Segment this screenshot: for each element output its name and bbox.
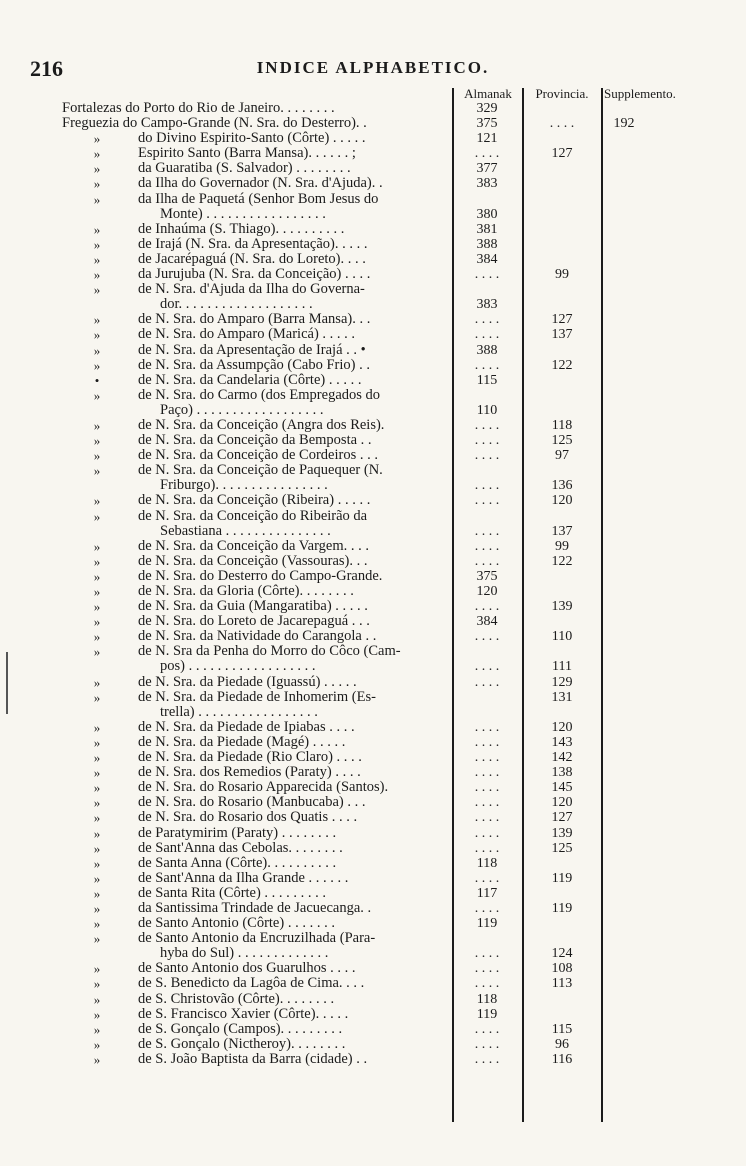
provincia-page: 118 — [551, 417, 573, 433]
ditto-mark: » — [93, 644, 101, 660]
almanak-page: 110 — [476, 402, 498, 418]
entry-name: de N. Sra. da Conceição de Paquequer (N. — [138, 463, 383, 479]
entry-name: pos) . . . . . . . . . . . . . . . . . . — [160, 659, 316, 675]
ditto-mark: » — [93, 976, 101, 992]
almanak-page: 121 — [476, 131, 498, 147]
almanak-page: . . . . — [474, 810, 500, 826]
index-entry-row — [0, 644, 746, 659]
almanak-page: . . . . — [474, 357, 500, 373]
ditto-mark: » — [93, 312, 101, 328]
column-header-almanak: Almanak — [464, 86, 512, 101]
ditto-mark: » — [93, 282, 101, 298]
ditto-mark: » — [93, 991, 101, 1007]
entry-name: de N. Sra. da Conceição (Ribeira) . . . . . — [138, 493, 371, 509]
index-entry-row — [0, 946, 746, 961]
entry-name: de N. Sra. da Conceição (Vassouras). . . — [138, 553, 368, 569]
index-entry-row — [0, 901, 746, 916]
entry-name: de N. Sra. da Guia (Mangaratiba) . . . . . — [138, 599, 368, 615]
almanak-page: . . . . — [474, 1036, 500, 1052]
entry-name: trella) . . . . . . . . . . . . . . . . . — [160, 704, 318, 720]
index-entry-row — [0, 373, 746, 388]
entry-name: de N. Sra. da Apresentação de Irajá . . • — [138, 342, 366, 358]
ditto-mark: » — [93, 719, 101, 735]
index-entry-row — [0, 192, 746, 207]
index-entry-row — [0, 916, 746, 931]
index-entry-row — [0, 252, 746, 267]
index-entry-row — [0, 675, 746, 690]
entry-name: de Sant'Anna da Ilha Grande . . . . . . — [138, 870, 349, 886]
index-entry-row — [0, 856, 746, 871]
almanak-page: . . . . — [474, 870, 500, 886]
entry-name: de Irajá (N. Sra. da Apresentação). . . . . — [138, 236, 368, 252]
index-entry-row — [0, 886, 746, 901]
page-number: 216 — [30, 56, 63, 81]
entry-name: de N. Sra. do Amparo (Barra Mansa). . . — [138, 312, 371, 328]
almanak-page: 375 — [476, 116, 498, 132]
index-entry-row — [0, 976, 746, 991]
index-entry-row — [0, 705, 746, 720]
provincia-page: 96 — [555, 1036, 569, 1052]
entry-name: de N. Sra. do Amparo (Maricá) . . . . . — [138, 327, 356, 343]
almanak-page: 115 — [476, 372, 498, 388]
index-entry-row — [0, 418, 746, 433]
almanak-page: . . . . — [474, 780, 500, 796]
entry-name: de N. Sra. da Piedade de Inhomerim (Es- — [138, 689, 376, 705]
index-entry-row — [0, 176, 746, 191]
almanak-page: 383 — [476, 176, 498, 192]
almanak-page: 383 — [476, 297, 498, 313]
provincia-page: 143 — [551, 734, 573, 750]
almanak-page: 380 — [476, 206, 498, 222]
ditto-mark: » — [93, 191, 101, 207]
index-entry-row — [0, 841, 746, 856]
provincia-page: 137 — [551, 327, 573, 343]
almanak-page: 119 — [476, 1006, 498, 1022]
index-entries — [0, 101, 746, 1067]
ditto-mark: » — [93, 146, 101, 162]
provincia-page: 139 — [551, 825, 573, 841]
index-entry-row — [0, 146, 746, 161]
almanak-page: . . . . — [474, 1021, 500, 1037]
ditto-mark: » — [93, 417, 101, 433]
index-entry-row — [0, 871, 746, 886]
almanak-page: 375 — [476, 568, 498, 584]
index-entry-row — [0, 826, 746, 841]
ditto-mark: » — [93, 1036, 101, 1052]
provincia-page: 115 — [551, 1021, 573, 1037]
index-entry-row — [0, 358, 746, 373]
ditto-mark: » — [93, 221, 101, 237]
provincia-page: 99 — [555, 267, 569, 283]
index-entry-row — [0, 992, 746, 1007]
ditto-mark: » — [93, 342, 101, 358]
index-entry-row — [0, 267, 746, 282]
ditto-mark: » — [93, 825, 101, 841]
index-entry-row — [0, 795, 746, 810]
ditto-mark: » — [93, 734, 101, 750]
entry-name: da Ilha de Paquetá (Senhor Bom Jesus do — [138, 191, 379, 207]
entry-name: da Jurujuba (N. Sra. da Conceição) . . . . — [138, 267, 371, 283]
almanak-page: . . . . — [474, 750, 500, 766]
provincia-page: 124 — [551, 946, 573, 962]
entry-name: de S. Francisco Xavier (Côrte). . . . . — [138, 1006, 349, 1022]
entry-name: de Santa Rita (Côrte) . . . . . . . . . — [138, 885, 327, 901]
entry-name: de N. Sra. da Natividade do Carangola . . — [138, 629, 377, 645]
almanak-page: . . . . — [474, 734, 500, 750]
index-entry-row — [0, 478, 746, 493]
entry-name: de Santa Anna (Côrte). . . . . . . . . . — [138, 855, 337, 871]
index-entry-row — [0, 222, 746, 237]
ditto-mark: » — [93, 538, 101, 554]
index-entry-row — [0, 659, 746, 674]
index-entry-row — [0, 765, 746, 780]
entry-name: de Inhaúma (S. Thiago). . . . . . . . . . — [138, 221, 345, 237]
entry-name: de S. João Baptista da Barra (cidade) . . — [138, 1051, 368, 1067]
ditto-mark: » — [93, 568, 101, 584]
almanak-page: . . . . — [474, 448, 500, 464]
almanak-page: . . . . — [474, 553, 500, 569]
index-entry-row — [0, 629, 746, 644]
entry-name: Paço) . . . . . . . . . . . . . . . . . . — [160, 402, 324, 418]
almanak-page: . . . . — [474, 493, 500, 509]
entry-name: de N. Sra. da Piedade de Ipiabas . . . . — [138, 719, 355, 735]
entry-name: de N. Sra. do Carmo (dos Empregados do — [138, 387, 381, 403]
index-entry-row — [0, 493, 746, 508]
almanak-page: 388 — [476, 342, 498, 358]
ditto-mark: » — [93, 327, 101, 343]
almanak-page: 381 — [476, 221, 498, 237]
ditto-mark: » — [93, 236, 101, 252]
entry-name: de N. Sra. da Gloria (Côrte). . . . . . . . — [138, 584, 354, 599]
entry-name: de N. Sra. da Conceição da Bemposta . . — [138, 433, 372, 449]
index-entry-row — [0, 1022, 746, 1037]
almanak-page: . . . . — [474, 765, 500, 781]
ditto-mark: » — [93, 387, 101, 403]
index-entry-row — [0, 690, 746, 705]
index-entry-row — [0, 448, 746, 463]
index-entry-row — [0, 720, 746, 735]
almanak-page: . . . . — [474, 659, 500, 675]
provincia-page: 127 — [551, 810, 573, 826]
provincia-page: 116 — [551, 1051, 573, 1067]
index-entry-row — [0, 327, 746, 342]
almanak-page: . . . . — [474, 840, 500, 856]
almanak-page: . . . . — [474, 327, 500, 343]
ditto-mark: » — [93, 900, 101, 916]
entry-name: Monte) . . . . . . . . . . . . . . . . . — [160, 206, 326, 222]
ditto-mark: • — [94, 372, 100, 388]
entry-name: de N. Sra. da Piedade (Rio Claro) . . . . — [138, 750, 362, 766]
index-entry-row — [0, 312, 746, 327]
almanak-page: . . . . — [474, 312, 500, 328]
entry-name: de N. Sra da Penha do Morro do Côco (Cam- — [138, 644, 401, 660]
ditto-mark: » — [93, 885, 101, 901]
almanak-page: 384 — [476, 614, 498, 630]
index-entry-row — [0, 1007, 746, 1022]
provincia-page: 99 — [555, 538, 569, 554]
index-entry-row — [0, 297, 746, 312]
provincia-page: 142 — [551, 750, 573, 766]
provincia-page: 113 — [551, 976, 573, 992]
provincia-page: 127 — [551, 146, 573, 162]
entry-name: de N. Sra. da Conceição de Cordeiros . . . — [138, 448, 378, 464]
entry-name: de N. Sra. da Conceição (Angra dos Reis). — [138, 417, 385, 433]
provincia-page: 120 — [551, 719, 573, 735]
ditto-mark: » — [93, 357, 101, 373]
almanak-page: . . . . — [474, 523, 500, 539]
index-entry-row — [0, 463, 746, 478]
provincia-page: 136 — [551, 478, 573, 494]
ditto-mark: » — [93, 780, 101, 796]
entry-name: de N. Sra. do Rosario Apparecida (Santos). — [138, 780, 389, 796]
provincia-page: 122 — [551, 553, 573, 569]
provincia-page: 119 — [551, 870, 573, 886]
index-entry-row — [0, 509, 746, 524]
almanak-page: . . . . — [474, 629, 500, 645]
entry-name: da Santissima Trindade de Jacuecanga. . — [138, 900, 372, 916]
almanak-page: 377 — [476, 161, 498, 177]
entry-name: do Divino Espirito-Santo (Côrte) . . . . . — [138, 131, 366, 147]
ditto-mark: » — [93, 750, 101, 766]
entry-name: de S. Gonçalo (Campos). . . . . . . . . — [138, 1021, 343, 1037]
almanak-page: 120 — [476, 584, 498, 599]
column-header-supplemento: Supplemento. — [604, 86, 676, 101]
ditto-mark: » — [93, 614, 101, 630]
ditto-mark: » — [93, 674, 101, 690]
almanak-page: . . . . — [474, 417, 500, 433]
ditto-mark: » — [93, 1006, 101, 1022]
entry-name: Sebastiana . . . . . . . . . . . . . . . — [160, 523, 331, 539]
ditto-mark: » — [93, 1021, 101, 1037]
index-entry-row — [0, 207, 746, 222]
almanak-page: . . . . — [474, 478, 500, 494]
entry-name: de N. Sra. do Desterro do Campo-Grande. — [138, 568, 383, 584]
provincia-page: 125 — [551, 433, 573, 449]
provincia-page: . . . . — [549, 116, 575, 132]
entry-name: de N. Sra. dos Remedios (Paraty) . . . . — [138, 765, 361, 781]
entry-name: da Guaratiba (S. Salvador) . . . . . . . . — [138, 161, 351, 177]
ditto-mark: » — [93, 795, 101, 811]
entry-name: de Sant'Anna das Cebolas. . . . . . . . — [138, 840, 343, 856]
supplemento-page: 192 — [613, 116, 635, 132]
entry-name: de S. Christovão (Côrte). . . . . . . . — [138, 991, 335, 1007]
ditto-mark: » — [93, 765, 101, 781]
page-title: INDICE ALPHABETICO. — [256, 58, 490, 77]
provincia-page: 122 — [551, 357, 573, 373]
index-entry-row — [0, 282, 746, 297]
ditto-mark: » — [93, 961, 101, 977]
provincia-page: 97 — [555, 448, 569, 464]
index-entry-row — [0, 931, 746, 946]
entry-name: de S. Benedicto da Lagôa de Cima. . . . — [138, 976, 365, 992]
provincia-page: 125 — [551, 840, 573, 856]
ditto-mark: » — [93, 463, 101, 479]
entry-name: de N. Sra. da Conceição da Vargem. . . . — [138, 538, 369, 554]
column-header-provincia: Provincia. — [535, 86, 589, 101]
almanak-page: . . . . — [474, 1051, 500, 1067]
provincia-page: 120 — [551, 493, 573, 509]
provincia-page: 129 — [551, 674, 573, 690]
almanak-page: . . . . — [474, 433, 500, 449]
ditto-mark: » — [93, 161, 101, 177]
index-entry-row — [0, 131, 746, 146]
almanak-page: . . . . — [474, 946, 500, 962]
entry-name: de S. Gonçalo (Nictheroy). . . . . . . . — [138, 1036, 346, 1052]
index-entry-row — [0, 1037, 746, 1052]
entry-name: Freguezia do Campo-Grande (N. Sra. do Desterro). . — [62, 116, 367, 132]
almanak-page: . . . . — [474, 674, 500, 690]
entry-name: dor. . . . . . . . . . . . . . . . . . . — [160, 297, 313, 313]
ditto-mark: » — [93, 508, 101, 524]
index-entry-row — [0, 388, 746, 403]
index-entry-row — [0, 735, 746, 750]
almanak-page: 119 — [476, 916, 498, 932]
provincia-page: 111 — [552, 659, 572, 675]
entry-name: de Jacarépaguá (N. Sra. do Loreto). . . . — [138, 251, 366, 267]
ditto-mark: » — [93, 131, 101, 147]
ditto-mark: » — [93, 433, 101, 449]
ditto-mark: » — [93, 493, 101, 509]
index-entry-row — [0, 343, 746, 358]
almanak-page: . . . . — [474, 825, 500, 841]
provincia-page: 131 — [551, 689, 573, 705]
index-entry-row — [0, 554, 746, 569]
provincia-page: 138 — [551, 765, 573, 781]
ditto-mark: » — [93, 629, 101, 645]
index-entry-row — [0, 433, 746, 448]
index-entry-row — [0, 539, 746, 554]
ditto-mark: » — [93, 1051, 101, 1067]
index-entry-row — [0, 403, 746, 418]
ditto-mark: » — [93, 251, 101, 267]
index-entry-row — [0, 1052, 746, 1067]
index-entry-row — [0, 614, 746, 629]
ditto-mark: » — [93, 870, 101, 886]
ditto-mark: » — [93, 931, 101, 947]
provincia-page: 139 — [551, 599, 573, 615]
almanak-page: 118 — [476, 855, 498, 871]
ditto-mark: » — [93, 267, 101, 283]
entry-name: hyba do Sul) . . . . . . . . . . . . . — [160, 946, 329, 962]
entry-name: de N. Sra. do Rosario dos Quatis . . . . — [138, 810, 358, 826]
entry-name: de N. Sra. do Rosario (Manbucaba) . . . — [138, 795, 366, 811]
provincia-page: 127 — [551, 312, 573, 328]
provincia-page: 120 — [551, 795, 573, 811]
index-entry-row — [0, 810, 746, 825]
ditto-mark: » — [93, 689, 101, 705]
ditto-mark: » — [93, 599, 101, 615]
almanak-page: . . . . — [474, 795, 500, 811]
index-entry-row — [0, 101, 746, 116]
index-entry-row — [0, 524, 746, 539]
almanak-page: . . . . — [474, 599, 500, 615]
index-entry-row — [0, 961, 746, 976]
index-entry-row — [0, 161, 746, 176]
entry-name: de Santo Antonio da Encruzilhada (Para- — [138, 931, 376, 947]
entry-name: Friburgo). . . . . . . . . . . . . . . . — [160, 478, 328, 494]
index-entry-row — [0, 584, 746, 599]
entry-name: Fortalezas do Porto do Rio de Janeiro. . . . . . . . — [62, 101, 335, 116]
entry-name: de N. Sra. da Conceição do Ribeirão da — [138, 508, 368, 524]
entry-name: de N. Sra. do Loreto de Jacarepaguá . . . — [138, 614, 370, 630]
ditto-mark: » — [93, 916, 101, 932]
index-entry-row — [0, 750, 746, 765]
almanak-page: . . . . — [474, 976, 500, 992]
provincia-page: 108 — [551, 961, 573, 977]
entry-name: de Santo Antonio (Côrte) . . . . . . . — [138, 916, 335, 932]
ditto-mark: » — [93, 810, 101, 826]
index-entry-row — [0, 599, 746, 614]
entry-name: de N. Sra. da Candelaria (Côrte) . . . . . — [138, 372, 362, 388]
almanak-page: 117 — [476, 885, 498, 901]
ditto-mark: » — [93, 553, 101, 569]
ditto-mark: » — [93, 448, 101, 464]
almanak-page: . . . . — [474, 267, 500, 283]
ditto-mark: » — [93, 840, 101, 856]
almanak-page: . . . . — [474, 719, 500, 735]
entry-name: de N. Sra. da Piedade (Iguassú) . . . . . — [138, 674, 357, 690]
provincia-page: 119 — [551, 900, 573, 916]
almanak-page: 388 — [476, 236, 498, 252]
provincia-page: 137 — [551, 523, 573, 539]
ditto-mark: » — [93, 855, 101, 871]
entry-name: Espirito Santo (Barra Mansa). . . . . . ; — [138, 146, 356, 162]
index-entry-row — [0, 237, 746, 252]
index-entry-row — [0, 780, 746, 795]
almanak-page: . . . . — [474, 538, 500, 554]
ditto-mark: » — [93, 176, 101, 192]
entry-name: de Santo Antonio dos Guarulhos . . . . — [138, 961, 356, 977]
index-entry-row — [0, 116, 746, 131]
almanak-page: . . . . — [474, 900, 500, 916]
entry-name: de N. Sra. da Assumpção (Cabo Frio) . . — [138, 357, 370, 373]
almanak-page: 329 — [476, 101, 498, 116]
ditto-mark: » — [93, 584, 101, 599]
almanak-page: 384 — [476, 251, 498, 267]
almanak-page: . . . . — [474, 146, 500, 162]
provincia-page: 145 — [551, 780, 573, 796]
entry-name: de N. Sra. da Piedade (Magé) . . . . . — [138, 734, 346, 750]
entry-name: da Ilha do Governador (N. Sra. d'Ajuda). . — [138, 176, 383, 192]
entry-name: de Paratymirim (Paraty) . . . . . . . . — [138, 825, 337, 841]
almanak-page: 118 — [476, 991, 498, 1007]
entry-name: de N. Sra. d'Ajuda da Ilha do Governa- — [138, 282, 365, 298]
provincia-page: 110 — [551, 629, 573, 645]
index-entry-row — [0, 569, 746, 584]
almanak-page: . . . . — [474, 961, 500, 977]
